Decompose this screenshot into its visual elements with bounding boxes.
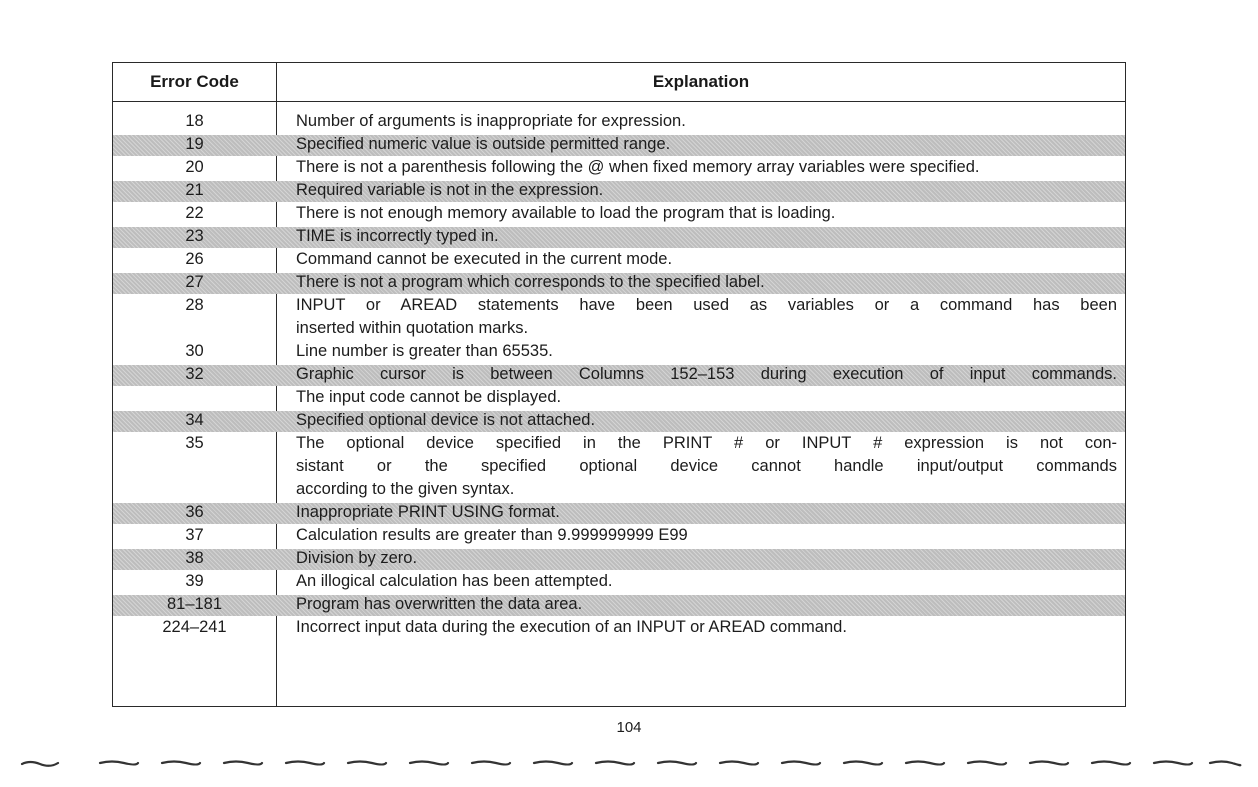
perforation-edge bbox=[20, 756, 1242, 770]
error-code-cell: 32 bbox=[185, 365, 204, 383]
explanation-cell: sistant or the specified optional device cannot handle input/output commands bbox=[296, 457, 1117, 475]
explanation-cell: TIME is incorrectly typed in. bbox=[296, 227, 499, 245]
explanation-cell: Required variable is not in the expression. bbox=[296, 181, 604, 199]
explanation-cell: The optional device specified in the PRINT # or INPUT # expression is not con- bbox=[296, 434, 1117, 452]
explanation-cell: Number of arguments is inappropriate for expression. bbox=[296, 112, 686, 130]
error-code-cell: 38 bbox=[185, 549, 204, 567]
explanation-cell: Inappropriate PRINT USING format. bbox=[296, 503, 560, 521]
table-row bbox=[113, 294, 1125, 317]
table-row bbox=[113, 593, 1125, 616]
error-code-cell: 37 bbox=[185, 526, 204, 544]
table-row bbox=[113, 409, 1125, 432]
table-row bbox=[113, 363, 1125, 386]
table-row bbox=[113, 225, 1125, 248]
error-code-cell: 36 bbox=[185, 503, 204, 521]
error-code-cell: 34 bbox=[185, 411, 204, 429]
explanation-cell: according to the given syntax. bbox=[296, 480, 515, 498]
error-code-cell: 23 bbox=[185, 227, 204, 245]
header-rule bbox=[113, 101, 1125, 102]
explanation-cell: Program has overwritten the data area. bbox=[296, 595, 583, 613]
table-row bbox=[113, 524, 1125, 547]
error-code-cell: 19 bbox=[185, 135, 204, 153]
explanation-cell: INPUT or AREAD statements have been used as variables or a command has been bbox=[296, 296, 1117, 314]
table-row bbox=[113, 248, 1125, 271]
page-number: 104 bbox=[616, 719, 642, 736]
table-row bbox=[113, 179, 1125, 202]
header-explanation: Explanation bbox=[652, 72, 750, 91]
explanation-cell: There is not a program which corresponds to the specified label. bbox=[296, 273, 765, 291]
explanation-cell: inserted within quotation marks. bbox=[296, 319, 529, 337]
explanation-cell: Calculation results are greater than 9.999999999 E99 bbox=[296, 526, 688, 544]
table-row bbox=[113, 616, 1125, 639]
explanation-cell: Line number is greater than 65535. bbox=[296, 342, 553, 360]
error-code-cell: 28 bbox=[185, 296, 204, 314]
explanation-cell: Graphic cursor is between Columns 152–153 during execution of input commands. bbox=[296, 365, 1117, 383]
explanation-cell: The input code cannot be displayed. bbox=[296, 388, 562, 406]
explanation-cell: There is not enough memory available to load the program that is loading. bbox=[296, 204, 836, 222]
table-row bbox=[113, 386, 1125, 409]
table-row bbox=[113, 432, 1125, 455]
error-code-cell: 27 bbox=[185, 273, 204, 291]
table-row bbox=[113, 317, 1125, 340]
explanation-cell: An illogical calculation has been attempted. bbox=[296, 572, 613, 590]
error-code-cell: 39 bbox=[185, 572, 204, 590]
explanation-cell: Specified optional device is not attached. bbox=[296, 411, 596, 429]
explanation-cell: Division by zero. bbox=[296, 549, 418, 567]
table-row bbox=[113, 271, 1125, 294]
table-row bbox=[113, 501, 1125, 524]
table-row bbox=[113, 110, 1125, 133]
error-code-cell: 81–181 bbox=[166, 595, 223, 613]
table-row bbox=[113, 202, 1125, 225]
error-code-cell: 35 bbox=[185, 434, 204, 452]
table-row bbox=[113, 340, 1125, 363]
error-code-cell: 21 bbox=[185, 181, 204, 199]
error-code-cell: 224–241 bbox=[162, 618, 227, 636]
error-code-cell: 18 bbox=[185, 112, 204, 130]
explanation-cell: Incorrect input data during the execution of an INPUT or AREAD command. bbox=[296, 618, 847, 636]
explanation-cell: There is not a parenthesis following the @ when fixed memory array variables were specified. bbox=[296, 158, 980, 176]
table-row bbox=[113, 478, 1125, 501]
explanation-cell: Command cannot be executed in the current mode. bbox=[296, 250, 673, 268]
explanation-cell: Specified numeric value is outside permitted range. bbox=[296, 135, 671, 153]
table-row bbox=[113, 547, 1125, 570]
table-row bbox=[113, 570, 1125, 593]
error-code-table bbox=[112, 62, 1126, 707]
table-row bbox=[113, 133, 1125, 156]
table-row bbox=[113, 156, 1125, 179]
header-error-code: Error Code bbox=[150, 72, 239, 91]
table-row bbox=[113, 455, 1125, 478]
error-code-cell: 22 bbox=[185, 204, 204, 222]
error-code-cell: 30 bbox=[185, 342, 204, 360]
error-code-cell: 26 bbox=[185, 250, 204, 268]
error-code-cell: 20 bbox=[185, 158, 204, 176]
